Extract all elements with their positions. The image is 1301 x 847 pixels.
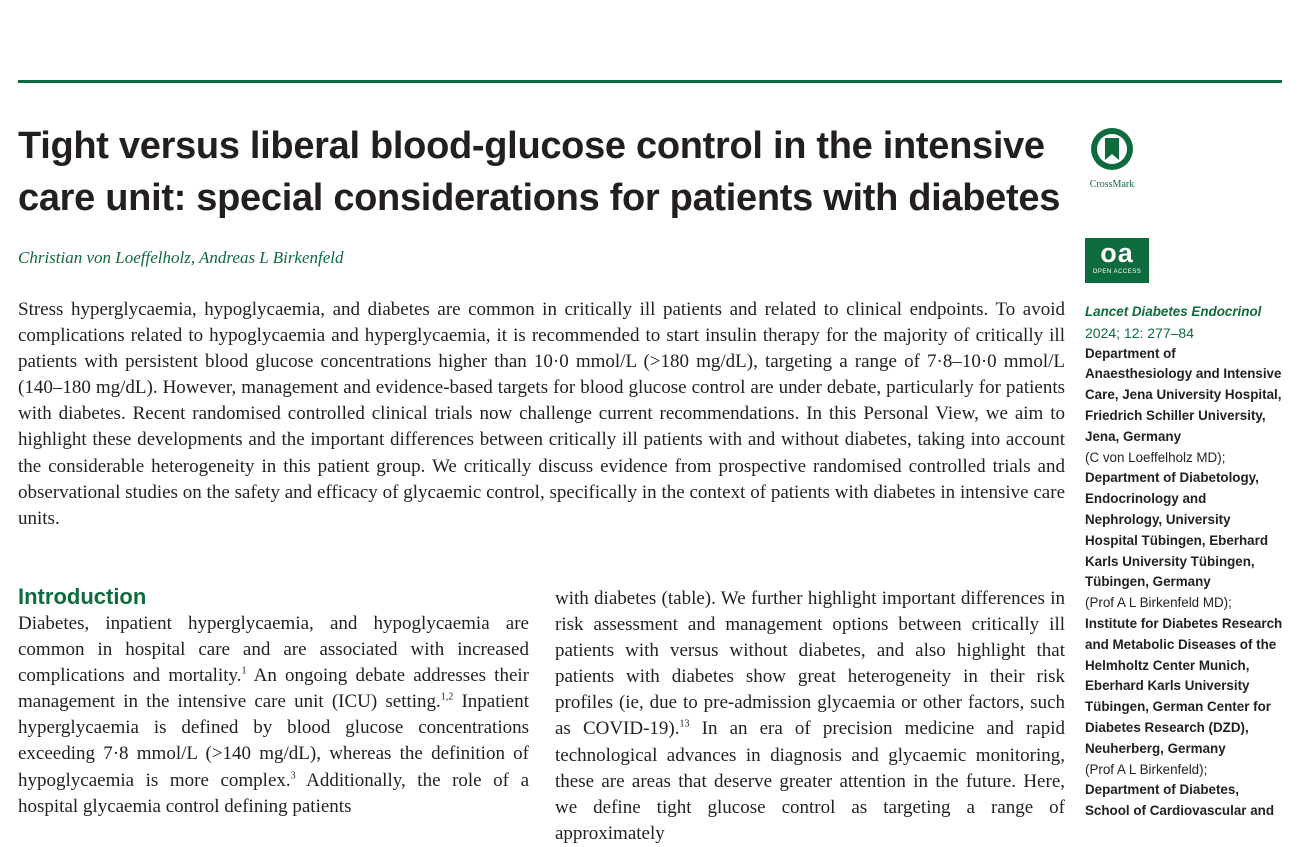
- affiliation-name: Department of Diabetology, Endocrinology and Nephrology, University Hospital Tübingen, Eberhard Karls University Tübingen, Tübingen, Germany: [1085, 470, 1269, 590]
- text-run: Diabetes, inpatient hyperglycaemia, and hypoglycaemia are common in hospital care and are associated with increased complications and mortality.: [18, 613, 529, 687]
- crossmark-icon: [1089, 126, 1135, 172]
- crossmark-label: CrossMark: [1089, 179, 1135, 190]
- author-list[interactable]: Christian von Loeffelholz, Andreas L Birkenfeld: [18, 248, 344, 267]
- abstract: Stress hyperglycaemia, hypoglycaemia, and diabetes are common in critically ill patients and related to clinical endpoints. To avoid complications related to hypoglycaemia and hyperglycaemia, it is recommended to start insulin therapy for the majority of critically ill patients with persistent blood glucose concentrations higher than 10·0 mmol/L (>180 mg/dL), targeting a range of 7·8–10·0 mmol/L (140–180 mg/dL). However, management and evidence-based targets for blood glucose control are under debate, particularly for patients with diabetes. Recent randomised controlled clinical trials now challenge current recommendations. In this Personal View, we aim to highlight these developments and the important differences between critically ill patients with and without diabetes, taking into account the considerable heterogeneity in this patient group. We critically discuss evidence from prospective randomised controlled trials and observational studies on the safety and efficacy of glycaemic control, specifically in the context of patients with diabetes in intensive care units.: [18, 299, 1065, 529]
- affiliation: [1085, 344, 1285, 469]
- text-run: In an era of precision medicine and rapid technological advances in diagnosis and glycaemic monitoring, these are areas that deserve greater attention in the future. Here, we define tight glucose control as targeting a range of approximately: [555, 718, 1065, 844]
- affiliation-person: (Prof A L Birkenfeld);: [1085, 761, 1208, 777]
- text-run: Additionally, the role of a hospital glycaemia control defining patients: [18, 769, 529, 817]
- open-access-badge: [1085, 238, 1149, 283]
- text-run: with diabetes (table). We further highlight important differences in risk assessment and management options between critically ill patients with versus without diabetes, and also highlight that patients with diabetes show great heterogeneity in their risk profiles (ie, due to pre-admission glycaemia or other factors, such as COVID-19).: [555, 588, 1065, 740]
- affiliation: [1085, 468, 1285, 614]
- title-line: Tight versus liberal blood-glucose control in the intensive: [18, 125, 1045, 167]
- title-line: care unit: special considerations for patients with diabetes: [18, 177, 1061, 219]
- sidebar: [1085, 302, 1285, 822]
- intro-paragraph: [18, 611, 529, 820]
- text-run: Inpatient hyperglycaemia is defined by blood glucose concentrations exceeding 7·8 mmol/L (>140 mg/dL), whereas the definition of hypoglycaemia is more complex.: [18, 691, 529, 791]
- top-rule: [18, 80, 1282, 83]
- oa-badge-sub: OPEN ACCESS: [1092, 269, 1142, 275]
- crossmark-badge[interactable]: [1086, 126, 1138, 190]
- citation-ref[interactable]: 1: [241, 665, 247, 677]
- journal-citation: 2024; 12: 277–84: [1085, 324, 1194, 341]
- section-heading-introduction: Introduction: [18, 584, 147, 609]
- body-column-left: [18, 583, 529, 820]
- article-title: [18, 120, 1068, 224]
- intro-paragraph-continued: [555, 586, 1065, 847]
- affiliation-name: Institute for Diabetes Research and Metabolic Diseases of the Helmholtz Center Munich, Eberhard Karls University Tübingen, German Center for Diabetes Research (DZD), Neuherberg, Germany: [1085, 615, 1283, 756]
- affiliation-name: Department of Diabetes, School of Cardiovascular and: [1085, 782, 1274, 819]
- citation-ref[interactable]: 1,2: [440, 691, 454, 703]
- body-column-right: [555, 586, 1065, 847]
- affiliation-person: (C von Loeffelholz MD);: [1085, 449, 1226, 465]
- journal-name: Lancet Diabetes Endocrinol: [1085, 304, 1262, 319]
- oa-badge-main: oa: [1100, 238, 1134, 268]
- affiliation-name: Department of Anaesthesiology and Intensive Care, Jena University Hospital, Friedrich Schiller University, Jena, Germany: [1085, 345, 1282, 444]
- citation-ref[interactable]: 3: [290, 770, 296, 782]
- affiliation: [1085, 780, 1285, 822]
- citation-ref[interactable]: 13: [679, 719, 690, 731]
- affiliation-person: (Prof A L Birkenfeld MD);: [1085, 595, 1232, 611]
- affiliation: [1085, 614, 1285, 780]
- text-run: An ongoing debate addresses their management in the intensive care unit (ICU) setting.: [18, 665, 530, 713]
